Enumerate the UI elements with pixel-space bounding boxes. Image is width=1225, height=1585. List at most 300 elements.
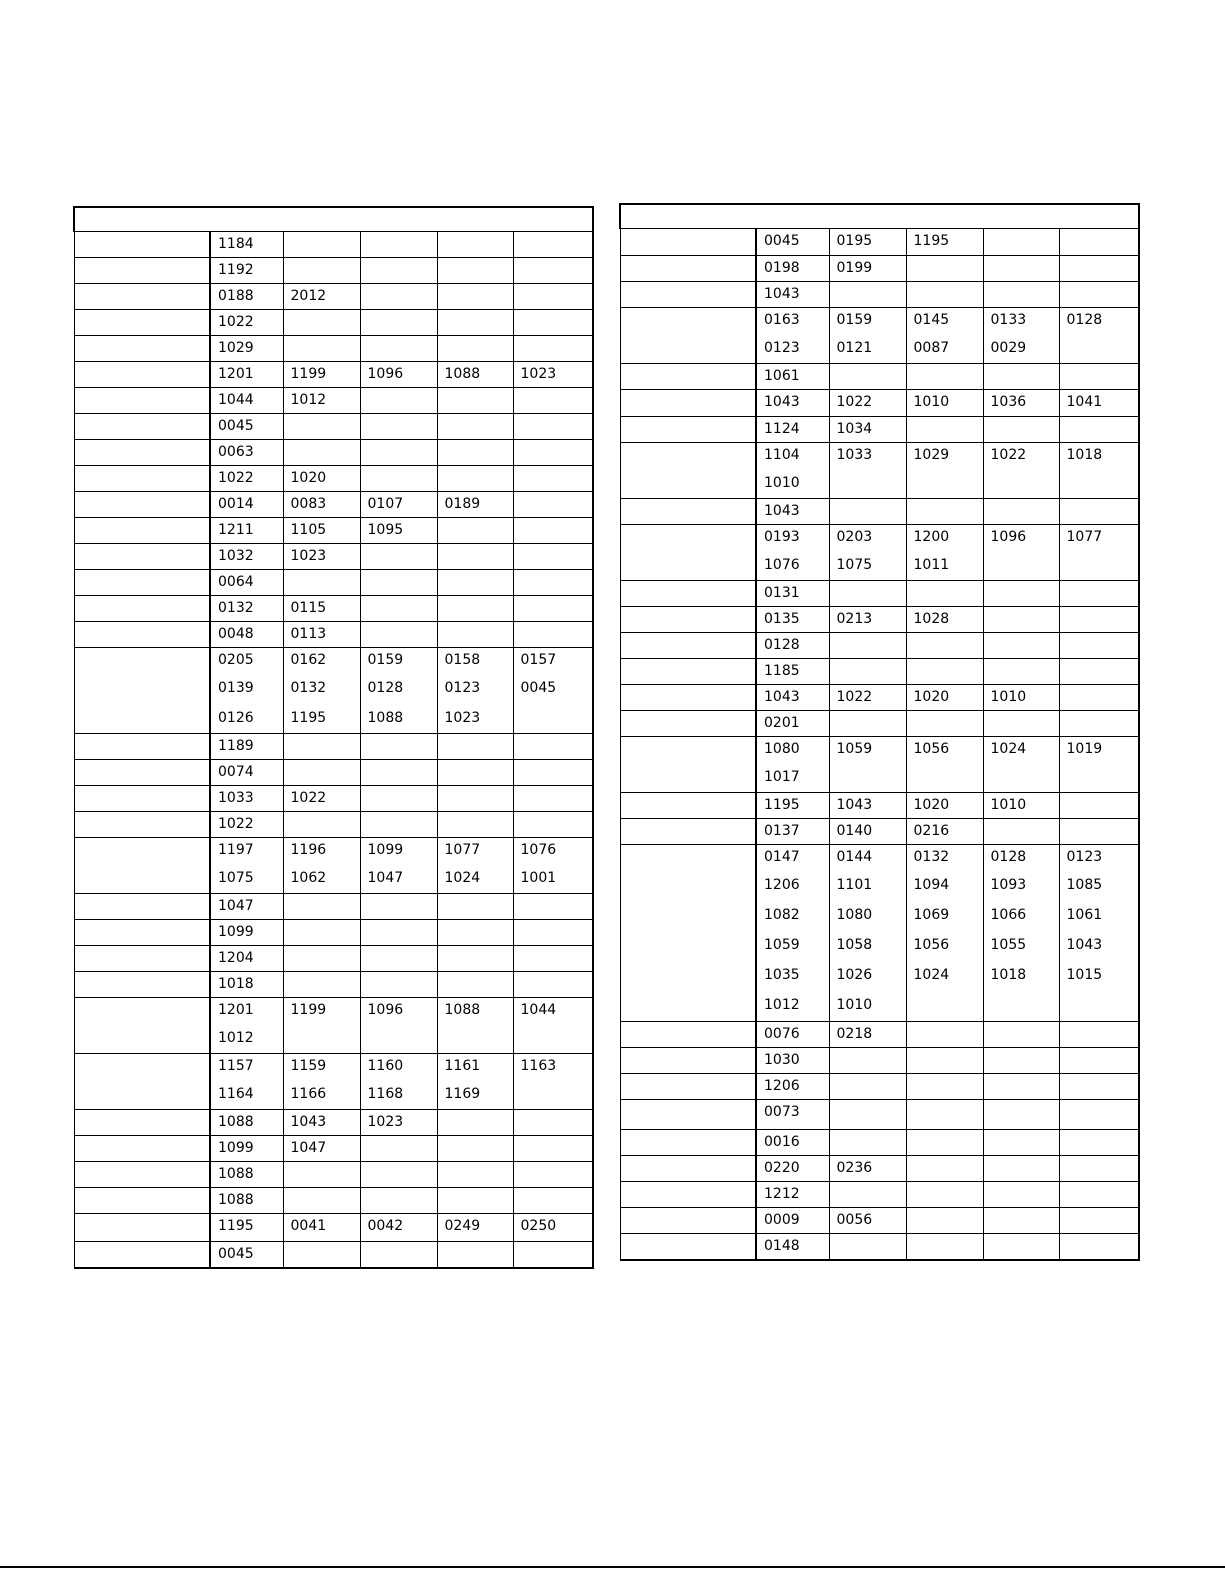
code-cell [513,945,593,971]
code-cell [983,1047,1059,1073]
row-label-cell [620,1181,756,1207]
code-cell [513,1161,593,1187]
code-value: 1189 [218,737,254,754]
code-cell [829,363,906,389]
code-cell [360,945,437,971]
row-label-cell [620,1207,756,1233]
code-value: 0064 [218,573,254,590]
table-row [620,684,1139,710]
code-cell [360,465,437,491]
code-cell [437,491,513,517]
code-cell [283,1135,360,1161]
table-row [620,1073,1139,1099]
code-cell [983,281,1059,307]
code-value: 1044 [520,1001,557,1018]
code-value: 1034 [836,420,873,437]
code-cell [1059,1233,1139,1260]
row-label-cell [620,606,756,632]
code-cell [360,413,437,439]
code-value: 1015 [1066,966,1103,983]
code-cell [983,1129,1059,1155]
code-cell [437,595,513,621]
code-value: 1043 [764,688,800,705]
code-value: 0074 [218,763,254,780]
code-cell [756,1129,829,1155]
table-row [74,811,593,837]
code-value: 0189 [444,495,481,512]
row-label-cell [74,283,210,309]
table-row [74,465,593,491]
code-value: 0132 [218,599,254,616]
code-value: 0121 [836,339,873,356]
code-cell [756,442,829,498]
code-cell [983,524,1059,580]
code-value: 0145 [913,311,950,328]
code-cell [360,1187,437,1213]
code-value: 1101 [836,876,873,893]
code-value: 1211 [218,521,254,538]
code-value: 0201 [764,714,800,731]
code-cell [283,491,360,517]
code-value: 0014 [218,495,254,512]
row-label-cell [620,1021,756,1047]
code-cell [437,335,513,361]
code-cell [983,1099,1059,1129]
table-row [620,416,1139,442]
code-cell [360,1135,437,1161]
code-cell [210,647,283,733]
code-cell [437,1187,513,1213]
code-cell [360,733,437,759]
code-cell [283,309,360,335]
code-cell [513,893,593,919]
code-cell [360,1241,437,1268]
code-value: 1035 [764,966,800,983]
table-row [620,710,1139,736]
code-cell [906,580,983,606]
code-value: 1022 [218,815,254,832]
code-cell [437,231,513,257]
row-label-cell [620,416,756,442]
table-row [74,997,593,1053]
code-cell [756,1099,829,1129]
code-cell [829,658,906,684]
table-header-row [620,204,1139,228]
table-row [74,569,593,595]
code-cell [513,1213,593,1241]
table-row [74,335,593,361]
code-value: 0126 [218,709,254,726]
row-label-cell [620,524,756,580]
code-cell [756,307,829,363]
table-row [74,543,593,569]
code-value: 0115 [290,599,327,616]
code-value: 1075 [836,556,873,573]
code-value: 1055 [990,936,1027,953]
table-row [74,361,593,387]
code-cell [283,945,360,971]
code-cell [756,792,829,818]
code-value: 0249 [444,1217,481,1234]
code-value: 1199 [290,365,327,382]
code-cell [513,309,593,335]
code-value: 1164 [218,1085,254,1102]
code-value: 1199 [290,1001,327,1018]
row-label-cell [74,439,210,465]
code-value: 1094 [913,876,950,893]
row-label-cell [74,759,210,785]
code-value: 0128 [1066,311,1103,328]
code-cell [360,893,437,919]
row-label-cell [620,736,756,792]
code-cell [756,228,829,255]
table-header-cell [620,204,1139,228]
code-value: 0135 [764,610,800,627]
code-cell [513,837,593,893]
code-cell [513,361,593,387]
code-value: 1043 [764,393,800,410]
code-cell [513,621,593,647]
code-cell [983,818,1059,844]
code-cell [210,1053,283,1109]
code-cell [283,517,360,543]
code-value: 1096 [990,528,1027,545]
code-cell [829,1021,906,1047]
code-cell [513,1187,593,1213]
code-cell [283,647,360,733]
code-value: 1160 [367,1057,404,1074]
code-value: 1163 [520,1057,557,1074]
code-value: 1022 [218,313,254,330]
code-cell [360,997,437,1053]
code-value: 1026 [836,966,873,983]
code-value: 1023 [367,1113,404,1130]
code-value: 1088 [367,709,404,726]
table-row [620,736,1139,792]
code-cell [983,844,1059,1021]
code-value: 1024 [444,869,481,886]
code-cell [906,228,983,255]
table-row [74,1109,593,1135]
row-label-cell [74,785,210,811]
code-cell [283,1109,360,1135]
row-label-cell [74,647,210,733]
code-cell [1059,1021,1139,1047]
code-cell [829,442,906,498]
code-cell [437,759,513,785]
code-value: 1082 [764,906,800,923]
code-value: 1024 [913,966,950,983]
code-cell [1059,792,1139,818]
table-header-cell [74,207,593,231]
code-value: 1022 [990,446,1027,463]
code-value: 0213 [836,610,873,627]
code-cell [906,307,983,363]
code-cell [829,228,906,255]
code-cell [360,439,437,465]
code-value: 1077 [1066,528,1103,545]
code-cell [283,919,360,945]
code-cell [829,1073,906,1099]
code-cell [983,498,1059,524]
code-value: 1020 [913,796,950,813]
code-cell [283,569,360,595]
table-row [74,309,593,335]
code-value: 1023 [520,365,557,382]
code-cell [360,1161,437,1187]
code-cell [829,1155,906,1181]
code-cell [437,733,513,759]
code-cell [513,439,593,465]
table-row [620,1155,1139,1181]
code-cell [513,1241,593,1268]
code-cell [360,491,437,517]
code-cell [756,1181,829,1207]
code-cell [210,387,283,413]
code-cell [437,465,513,491]
code-cell [283,257,360,283]
table-row [620,1047,1139,1073]
code-value: 1043 [764,285,800,302]
code-cell [906,684,983,710]
code-value: 1099 [367,841,404,858]
table-row [74,1241,593,1268]
code-cell [756,1233,829,1260]
code-cell [756,1047,829,1073]
table-row [74,919,593,945]
code-cell [283,465,360,491]
code-value: 1059 [836,740,873,757]
code-cell [360,811,437,837]
code-cell [1059,1181,1139,1207]
code-cell [829,498,906,524]
code-cell [829,1233,906,1260]
code-cell [829,281,906,307]
table-row [74,491,593,517]
code-value: 1212 [764,1185,800,1202]
code-value: 1195 [913,232,950,249]
code-cell [210,517,283,543]
code-value: 0016 [764,1133,800,1150]
row-label-cell [620,363,756,389]
code-cell [1059,632,1139,658]
table-row [620,1099,1139,1129]
table-row [74,647,593,733]
code-cell [437,543,513,569]
row-label-cell [74,517,210,543]
code-value: 1012 [764,996,800,1013]
table-row [620,792,1139,818]
table-row [620,818,1139,844]
code-value: 0076 [764,1025,800,1042]
code-value: 1022 [836,688,873,705]
row-label-cell [74,1135,210,1161]
code-value: 0042 [367,1217,404,1234]
code-value: 1088 [444,1001,481,1018]
code-cell [283,361,360,387]
code-value: 0144 [836,848,873,865]
code-cell [983,684,1059,710]
code-value: 1028 [913,610,950,627]
code-cell [210,1109,283,1135]
code-cell [283,1187,360,1213]
code-cell [437,439,513,465]
table-row [74,893,593,919]
code-value: 0073 [764,1103,800,1120]
row-label-cell [620,580,756,606]
code-cell [983,580,1059,606]
code-cell [210,837,283,893]
code-value: 1185 [764,662,800,679]
code-value: 1020 [290,469,327,486]
code-cell [1059,658,1139,684]
code-cell [756,1155,829,1181]
code-value: 0048 [218,625,254,642]
code-cell [1059,1155,1139,1181]
code-cell [360,517,437,543]
code-cell [983,1021,1059,1047]
row-label-cell [620,658,756,684]
code-cell [210,893,283,919]
code-cell [437,811,513,837]
code-cell [756,710,829,736]
table-row [620,1129,1139,1155]
code-cell [906,1073,983,1099]
code-value: 1093 [990,876,1027,893]
code-value: 1077 [444,841,481,858]
code-cell [210,283,283,309]
table-row [74,517,593,543]
row-label-cell [620,255,756,281]
code-value: 1010 [990,796,1027,813]
code-cell [513,1135,593,1161]
code-cell [829,1047,906,1073]
row-label-cell [74,1053,210,1109]
code-value: 1195 [218,1217,254,1234]
code-cell [360,361,437,387]
code-value: 1201 [218,1001,254,1018]
code-cell [756,416,829,442]
row-label-cell [620,1047,756,1073]
code-cell [437,1241,513,1268]
code-cell [360,971,437,997]
code-cell [756,1021,829,1047]
table-row [620,524,1139,580]
code-value: 1043 [290,1113,327,1130]
code-cell [283,837,360,893]
code-cell [513,517,593,543]
code-value: 0041 [290,1217,327,1234]
code-cell [829,632,906,658]
code-value: 1200 [913,528,950,545]
code-cell [906,389,983,416]
code-cell [283,335,360,361]
code-value: 1096 [367,365,404,382]
row-label-cell [74,491,210,517]
code-value: 1019 [1066,740,1103,757]
code-cell [756,818,829,844]
code-cell [756,580,829,606]
code-cell [983,792,1059,818]
code-cell [437,283,513,309]
code-cell [983,442,1059,498]
code-cell [756,736,829,792]
code-cell [1059,416,1139,442]
table-header-row [74,207,593,231]
code-cell [906,818,983,844]
code-cell [906,632,983,658]
table-row [74,1213,593,1241]
code-value: 1043 [764,502,800,519]
code-cell [210,569,283,595]
code-value: 1012 [218,1029,254,1046]
code-cell [906,736,983,792]
code-value: 1062 [290,869,327,886]
code-value: 1012 [290,391,327,408]
code-cell [437,361,513,387]
row-label-cell [74,733,210,759]
code-cell [906,1233,983,1260]
table-row [620,498,1139,524]
code-cell [829,818,906,844]
code-cell [210,1213,283,1241]
code-cell [437,413,513,439]
code-cell [983,710,1059,736]
code-cell [210,335,283,361]
row-label-cell [620,818,756,844]
code-value: 1088 [218,1113,254,1130]
code-cell [360,647,437,733]
code-value: 1023 [444,709,481,726]
code-cell [1059,710,1139,736]
code-cell [513,335,593,361]
code-value: 1157 [218,1057,254,1074]
code-cell [906,792,983,818]
code-value: 1076 [764,556,800,573]
code-cell [906,498,983,524]
row-label-cell [74,837,210,893]
code-cell [829,1099,906,1129]
code-value: 1010 [836,996,873,1013]
code-cell [437,1135,513,1161]
code-cell [829,416,906,442]
code-cell [756,606,829,632]
code-value: 0087 [913,339,950,356]
code-cell [360,1053,437,1109]
code-cell [983,736,1059,792]
code-cell [210,413,283,439]
code-value: 1206 [764,1077,800,1094]
row-label-cell [620,1073,756,1099]
table-row [620,606,1139,632]
code-value: 1010 [990,688,1027,705]
row-label-cell [74,309,210,335]
code-cell [829,1181,906,1207]
row-label-cell [620,1129,756,1155]
code-cell [283,971,360,997]
code-cell [210,439,283,465]
code-cell [756,632,829,658]
code-cell [513,733,593,759]
code-cell [210,621,283,647]
code-cell [513,543,593,569]
code-cell [210,945,283,971]
code-value: 0045 [218,1245,254,1262]
code-value: 1169 [444,1085,481,1102]
code-value: 0140 [836,822,873,839]
code-value: 1096 [367,1001,404,1018]
table-row [620,307,1139,363]
